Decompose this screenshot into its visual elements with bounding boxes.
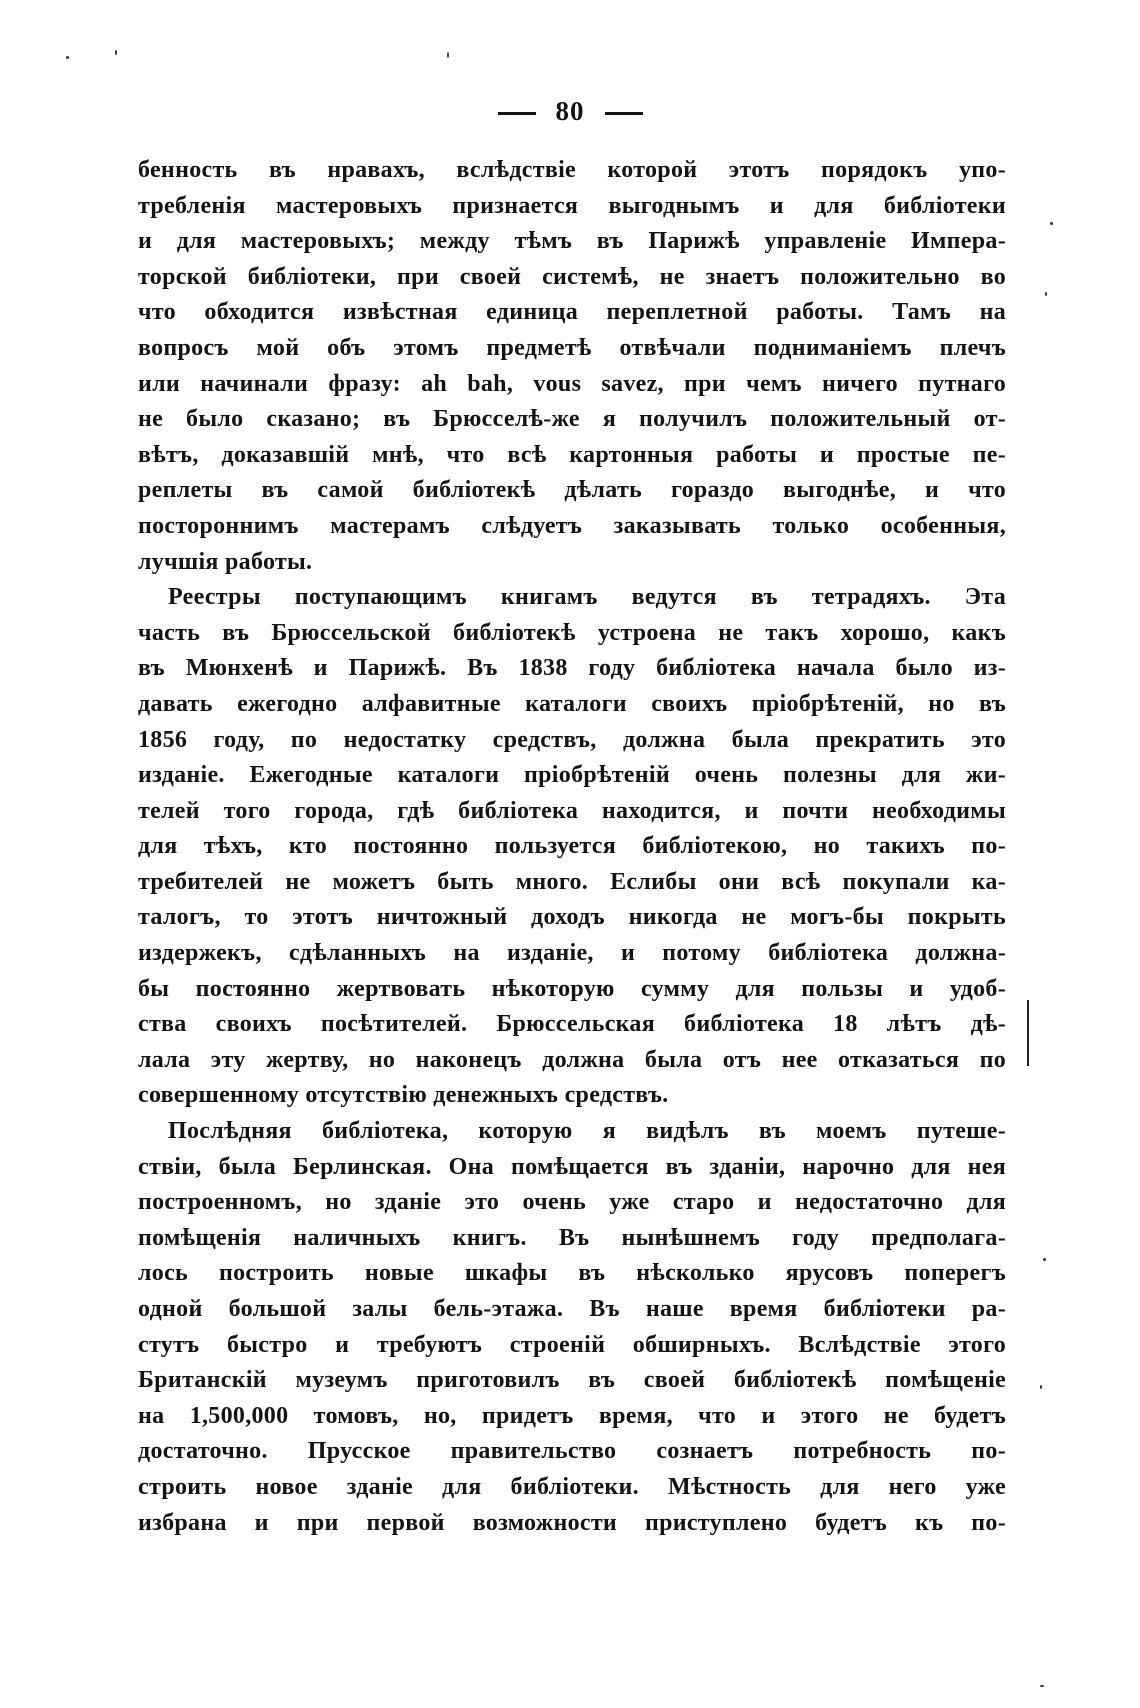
text-line: давать ежегодно алфавитные каталоги своихъ пріобрѣтеній, но въ bbox=[138, 690, 1006, 717]
left-dash bbox=[498, 112, 536, 115]
text-line: постороннимъ мастерамъ слѣдуетъ заказывать только особенныя, bbox=[138, 512, 1006, 539]
text-line: для тѣхъ, кто постоянно пользуется библіотекою, но такихъ по- bbox=[138, 833, 1006, 860]
scan-speck bbox=[1045, 292, 1047, 296]
text-line: вѣтъ, доказавшій мнѣ, что всѣ картонныя работы и простые пе- bbox=[138, 441, 1006, 468]
text-line: помѣщенія наличныхъ книгъ. Въ нынѣшнемъ году предполага- bbox=[138, 1224, 1006, 1251]
text-line: ства своихъ посѣтителей. Брюссельская библіотека 18 лѣтъ дѣ- bbox=[138, 1011, 1006, 1038]
text-line: часть въ Брюссельской библіотекѣ устроена не такъ хорошо, какъ bbox=[138, 619, 1006, 646]
text-line: строить новое зданіе для библіотеки. Мѣстность для него уже bbox=[138, 1473, 1006, 1500]
text-line: требленія мастеровыхъ признается выгоднымъ и для библіотеки bbox=[138, 192, 1006, 219]
text-line: изданіе. Ежегодные каталоги пріобрѣтеній очень полезны для жи- bbox=[138, 762, 1006, 789]
scan-speck bbox=[447, 52, 449, 58]
paragraph-2 bbox=[138, 580, 1006, 1114]
text-line: бенность въ нравахъ, вслѣдствіе которой этотъ порядокъ упо- bbox=[138, 157, 1006, 183]
text-line: Послѣдняя библіотека, которую я видѣлъ въ моемъ путеше- bbox=[168, 1118, 1006, 1145]
text-line: совершенному отсутствію денежныхъ средствъ. bbox=[138, 1082, 669, 1109]
text-line: Британскій музеумъ приготовилъ въ своей библіотекѣ помѣщеніе bbox=[138, 1367, 1006, 1394]
text-line: одной большой залы бель-этажа. Въ наше время библіотеки ра- bbox=[138, 1296, 1006, 1322]
text-line: достаточно. Прусское правительство сознаетъ потребность по- bbox=[138, 1438, 1006, 1465]
text-line: и для мастеровыхъ; между тѣмъ въ Парижѣ управленіе Импера- bbox=[138, 228, 1006, 255]
paragraph-3 bbox=[138, 1114, 1006, 1541]
text-line: лучшія работы. bbox=[138, 548, 313, 575]
text-line: требителей не можетъ быть много. Еслибы они всѣ покупали ка- bbox=[138, 868, 1006, 895]
text-line: бы постоянно жертвовать нѣкоторую сумму для пользы и удоб- bbox=[138, 975, 1006, 1002]
text-line: въ Мюнхенѣ и Парижѣ. Въ 1838 году библіотека начала было из- bbox=[138, 655, 1006, 682]
scan-speck bbox=[1043, 1258, 1046, 1261]
text-line: телей того города, гдѣ библіотека находится, и почти необходимы bbox=[138, 797, 1006, 824]
scan-speck bbox=[1050, 222, 1053, 225]
text-line: ствіи, была Берлинская. Она помѣщается въ зданіи, нарочно для нея bbox=[138, 1153, 1006, 1180]
text-line: 1856 году, по недостатку средствъ, должна была прекратить это bbox=[138, 726, 1006, 753]
text-line: стутъ быстро и требуютъ строеній обширныхъ. Вслѣдствіе этого bbox=[138, 1331, 1006, 1358]
text-line: торской библіотеки, при своей системѣ, не знаетъ положительно во bbox=[138, 263, 1006, 290]
body-text bbox=[138, 153, 1006, 1541]
text-line: построенномъ, но зданіе это очень уже старо и недостаточно для bbox=[138, 1189, 1006, 1216]
text-line: издержекъ, сдѣланныхъ на изданіе, и потому библіотека должна- bbox=[138, 940, 1006, 967]
right-dash bbox=[605, 112, 643, 115]
text-line: лала эту жертву, но наконецъ должна была отъ нее отказаться по bbox=[138, 1046, 1006, 1073]
paragraph-1 bbox=[138, 153, 1006, 580]
text-line: на 1,500,000 томовъ, но, придетъ время, что и этого не будетъ bbox=[138, 1402, 1006, 1429]
text-line: реплеты въ самой библіотекѣ дѣлать гораздо выгоднѣе, и что bbox=[138, 477, 1006, 504]
text-line: не было сказано; въ Брюсселѣ-же я получилъ положительный от- bbox=[138, 406, 1006, 433]
scan-speck bbox=[66, 56, 69, 59]
text-line: талогъ, то этотъ ничтожный доходъ никогда не могъ-бы покрыть bbox=[138, 904, 1006, 931]
text-line: Реестры поступающимъ книгамъ ведутся въ тетрадяхъ. Эта bbox=[168, 584, 1006, 611]
scan-speck bbox=[115, 50, 117, 55]
text-line: лось построить новые шкафы въ нѣсколько ярусовъ поперегъ bbox=[138, 1260, 1006, 1287]
scan-speck bbox=[1040, 1385, 1042, 1389]
page-number: 80 bbox=[555, 96, 585, 126]
text-line: что обходится извѣстная единица переплетной работы. Тамъ на bbox=[138, 299, 1006, 326]
scan-speck bbox=[1040, 1685, 1044, 1687]
text-line: избрана и при первой возможности приступлено будетъ къ по- bbox=[138, 1509, 1006, 1536]
text-line: или начинали фразу: ah bah, vous savez, при чемъ ничего путнаго bbox=[138, 370, 1006, 397]
text-line: вопросъ мой объ этомъ предметѣ отвѣчали подниманіемъ плечъ bbox=[138, 334, 1006, 361]
margin-mark bbox=[1027, 1000, 1029, 1066]
page-number-header bbox=[0, 96, 1140, 127]
